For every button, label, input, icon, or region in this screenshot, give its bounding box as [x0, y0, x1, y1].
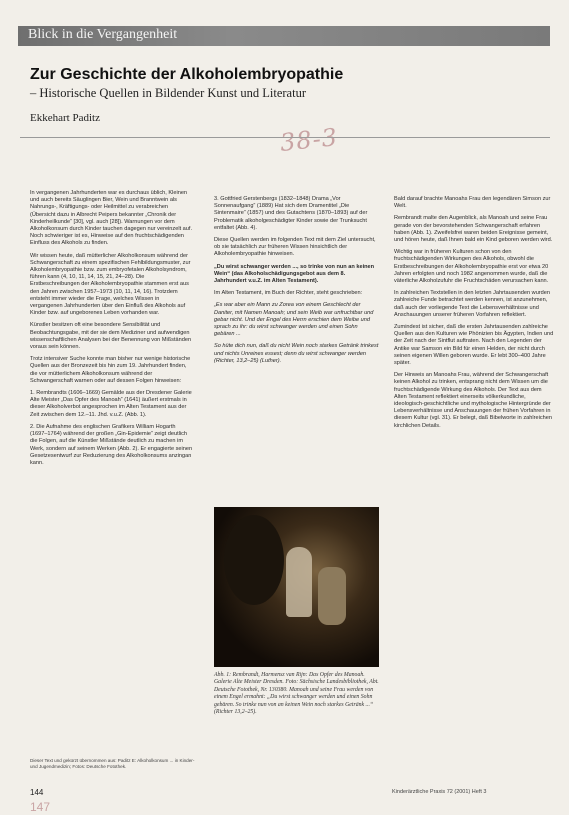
paragraph: Im Alten Testament, im Buch der Richter, steht geschrieben:	[214, 290, 363, 297]
list-item: 3. Gottfried Gerstenbergs (1832–1848) Drama „Vor Sonnenaufgang“ (1889) Hat sich dem Dramentitel „Die Sintenmaire“ (1857) und des Gutachtens (1870–1893) auf der Problematik alkoholgeschädigter Kinder sowie der Trunksucht entfaltet (Abb. 4).	[214, 196, 368, 231]
painting-angel-shape	[286, 547, 312, 617]
bible-quote: „Es war aber ein Mann zu Zorea von einem Geschlecht der Daniter, mit Namen Manoah; und sein Weib war unfruchtbar und gebar nicht. Und der Engel des Herrn erschien dem Weibe und sprach zu ihr: du wirst schwanger werden und einen Sohn gebären ...	[214, 302, 374, 338]
handwritten-annotation: 38-3	[278, 123, 340, 157]
paragraph: Wir wissen heute, daß mütterlicher Alkoholkonsum während der Schwangerschaft zu einem spezifischen Fehlbildungsmuster, zur Alkoholembryopathie bzw. zum embryofetalen Alkoholsyndrom, führen kann (4, 10, 11, 14, 15, 21, 24–28). Die Erstbeschreibungen der Alkoholembryopathie stammen erst aus den Jahren zwischen 1957–1973 (10, 11, 14, 16). Trotzdem entsteht immer wieder die Frage, welches Wissen in vergangenen Jahrhunderten über den Einfluß des Alkohols auf Kinder bzw. auf ungeborenes Leben vorhanden war.	[30, 252, 191, 317]
paragraph: In zahlreichen Textstellen in den letzten Jahrtausenden wurden zahlreiche Funde betrachtet werden kennen, ist anzunehmen, daß auch der vorliegende Text die Lebensverhältnisse und Anschauungen unserer früheren Vorfahren reflektiert.	[394, 290, 551, 318]
banner-label: Blick in die Vergangenheit	[28, 27, 178, 42]
text-column-3	[394, 196, 554, 435]
article-title: Zur Geschichte der Alkoholembryopathie	[30, 66, 344, 83]
paragraph: Rembrandt malte den Augenblick, als Manoah und seine Frau gerade von der bevorstehenden Schwangerschaft erfahren haben (Abb. 1). Zweifelsfrei waren beiden Ereignisse gemeint, und hören heute, daß Ihnen bald ein Kind geboren werden wird.	[394, 215, 553, 244]
bible-quote: So hüte dich nun, daß du nicht Wein noch starkes Getränk trinkest und nichts Unreines essest; denn du wirst schwanger werden (Richter, 13,2–25) (Luther).	[214, 343, 379, 364]
text-column-2	[214, 196, 379, 370]
paragraph: Bald darauf brachte Manoahs Frau den legendären Simson zur Welt.	[394, 196, 551, 210]
section-banner	[18, 26, 550, 46]
journal-source: Kinderärztliche Praxis 72 (2001) Heft 3	[392, 789, 487, 795]
author-name: Ekkehart Paditz	[30, 112, 100, 124]
paragraph: Wichtig war in früheren Kulturen schon von den fruchtschädigenden Wirkungen des Alkohols, obwohl die Erstbeschreibungen der Alkoholembryopathie erst vor etwa 20 Jahren erfolgten und noch 1982 angenommen wurde, daß die väterliche Alkoholzufuhr die Fruchtschäden verursachen kann.	[394, 249, 549, 285]
paragraph: Künstler besitzen oft eine besondere Sensibilität und Beobachtungsgabe, mit der sie dem Mediziner und aufwendigen wissenschaftlichen Analysen bei der Benennung von Mißständen voraus sein können.	[30, 322, 192, 351]
pull-quote: „Du wirst schwanger werden ..., so trinke von nun an keinen Wein“ (das Alkoholschädigungsgebot aus dem 8. Jahrhundert v.u.Z. im Alten Testament).	[214, 263, 375, 285]
paragraph: Der Hinweis an Manoahs Frau, während der Schwangerschaft keinen Alkohol zu trinken, entsprang nicht dem Wissen um die fruchtschädigende Wirkung des Alkohols. Der Text aus dem Alten Testament reflektiert einerseits völkerkundliche, ideologisch-geschichtliche und mythologische Hintergründe der Lebensverhältnisse und Anschauungen der frühen Vorfahren in diesem Kultur (vgl. 31). Er belegt, daß Bibelworte in zahlreichen kirchlichen Details.	[394, 372, 552, 429]
figure-caption: Abb. 1: Rembrandt, Harmensz van Rijn: Das Opfer des Manoah. Galerie Alte Meister Dresden. Foto: Sächsische Landesbibliothek, Abt. Deutsche Fotothek, Nr. 130380. Manoah und seine Frau werden von einem Engel ermahnt: „Du wirst schwanger werden und einen Sohn gebären. So trinke nun von an keinen Wein noch starkes Getränk ...“ (Richter 13,2–25).	[214, 672, 379, 716]
painting-figure-shape	[318, 567, 346, 625]
article-subtitle: – Historische Quellen in Bildender Kunst und Literatur	[30, 86, 306, 100]
list-item: 1. Rembrandts (1606–1669) Gemälde aus der Dresdener Galerie Alte Meister „Das Opfer des Manoah“ (1641) äußert erstmals in dieser Alkoholverbot angesprochen im Alten Testament aus der Zeit zwischen dem 12.–11. Jhd. v.u.Z. (Abb. 1).	[30, 390, 192, 418]
paragraph: In vergangenen Jahrhunderten war es durchaus üblich, Kleinen und auch bereits Säuglingen Bier, Wein und Branntwein als Nahrungs-, Kräftigungs- oder Heilmittel zu verabreichen (Übersicht dazu in Albrecht Peipers bekannter „Chronik der Kinderheilkunde“ [30], vgl. auch [28]). Warnungen vor dem Alkoholkonsum durch Kinder tauchen dagegen nur vereinzelt auf. Noch schwieriger ist es, Hinweise auf den fruchtschädigenden Einfluss des Alkohols zu finden.	[30, 190, 193, 247]
paragraph: Trotz intensiver Suche konnte man bisher nur wenige historische Quellen aus der Bronzezeit bis hin zum 19. Jahrhundert finden, die vor mütterlichem Alkoholkonsum während der Schwangerschaft warnen oder auf dessen Folgen hinweisen:	[30, 356, 191, 384]
rembrandt-painting-image	[214, 507, 379, 667]
page-number: 144	[30, 788, 44, 797]
footnote: Dieser Text und gekürzt übernommen aus: Paditz E: Alkoholkonsum ... in Kinder- und Jugendmedizin; Fotos: Deutsche Fotothek.	[30, 758, 195, 769]
text-column-1	[30, 190, 193, 472]
handwritten-page-note: 147	[30, 800, 51, 814]
painting-tree-shape	[224, 515, 284, 605]
paragraph: Zumindest ist sicher, daß die ersten Jahrtausenden zahlreiche Quellen aus den Kulturen wie Phönizien bis Ägypten, Indien und der Zeit nach der Sintflut auftraten. Nach den Legenden der Antike war Samson ein Bild für einen Helden, der nicht durch seinen eigenen Willen geboren wurde. Er lebt 300–400 Jahre später.	[394, 324, 554, 367]
title-divider	[20, 137, 550, 138]
paragraph: Diese Quellen werden im folgenden Text mit dem Ziel untersucht, ob sie tatsächlich zur früheren Wissen hinsichtlich der Alkoholembryopathie hinweisen.	[214, 237, 376, 258]
list-item: 2. Die Aufnahme des englischen Grafikers William Hogarth (1697–1764) während der großen „Gin-Epidemie“ zeigt deutlich die Folgen, auf die Künstler Mißstände deutlich zu machen im Werk, sondern auf seinem Werken (Abb. 2). Er engagierte seinen Gesetzesentwurf zur Reduzierung des Alkoholkonsums anzingan kann.	[30, 423, 193, 466]
